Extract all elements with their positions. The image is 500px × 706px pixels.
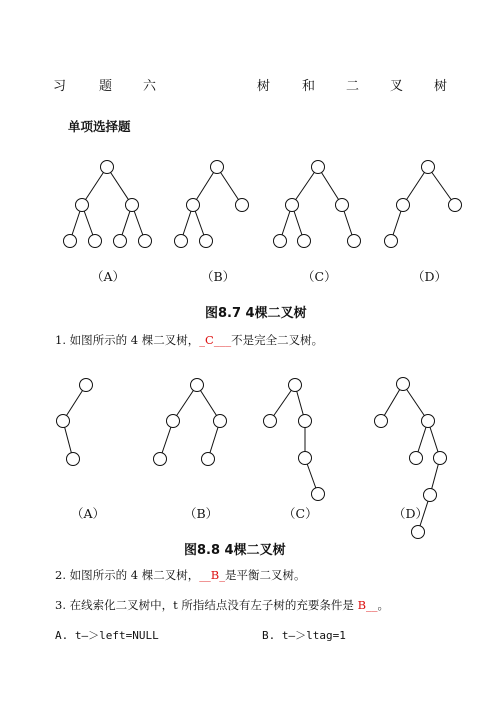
fig2-label-b: （B） [184,506,219,521]
question-3-suffix: 。 [377,598,390,612]
tree-d-fig1 [385,161,462,248]
header-char-7: 叉 [390,79,404,94]
header-char-1: 习 [53,79,67,94]
header-char-3: 六 [143,79,157,94]
fig1-label-a: （A） [91,269,126,284]
question-1 [55,332,323,348]
figure-8-7-caption: 图8.7 4棵二叉树 [205,306,307,321]
tree-a-fig1 [64,161,152,248]
fig1-label-c: （C） [302,269,337,284]
question-1-suffix: 不是完全二叉树。 [231,333,324,347]
question-2-prefix: 2. 如图所示的 4 棵二叉树， [55,568,200,582]
fig2-label-d: （D） [393,506,429,521]
question-2 [55,567,305,583]
question-1-prefix: 1. 如图所示的 4 棵二叉树， [55,333,200,347]
question-3-prefix: 3. 在线索化二叉树中，t 所指结点没有左子树的充要条件是 [55,598,358,612]
section-title: 单项选择题 [68,119,131,134]
header-char-6: 二 [346,79,360,94]
option-a: A. t—＞left=NULL [55,629,159,642]
tree-b-fig2 [154,379,227,466]
question-2-suffix: 是平衡二叉树。 [224,568,306,582]
header-char-5: 和 [302,79,316,94]
fig1-label-b: （B） [201,269,236,284]
figure-8-8-caption: 图8.8 4棵二叉树 [184,543,286,558]
tree-b-fig1 [175,161,249,248]
header-char-2: 题 [99,79,113,94]
fig2-label-c: （C） [283,506,318,521]
header-char-8: 树 [434,79,448,94]
fig2-label-a: （A） [71,506,106,521]
header-char-4: 树 [257,79,271,94]
fig1-label-d: （D） [412,269,448,284]
question-3 [55,597,389,613]
question-3-answer: B__ [357,598,378,612]
tree-c-fig1 [274,161,361,248]
option-b: B. t—＞ltag=1 [262,629,346,642]
tree-c-fig2 [264,379,325,501]
tree-a-fig2 [57,379,93,466]
question-1-answer: _C___ [199,333,232,347]
question-2-answer: __B_ [199,568,225,582]
